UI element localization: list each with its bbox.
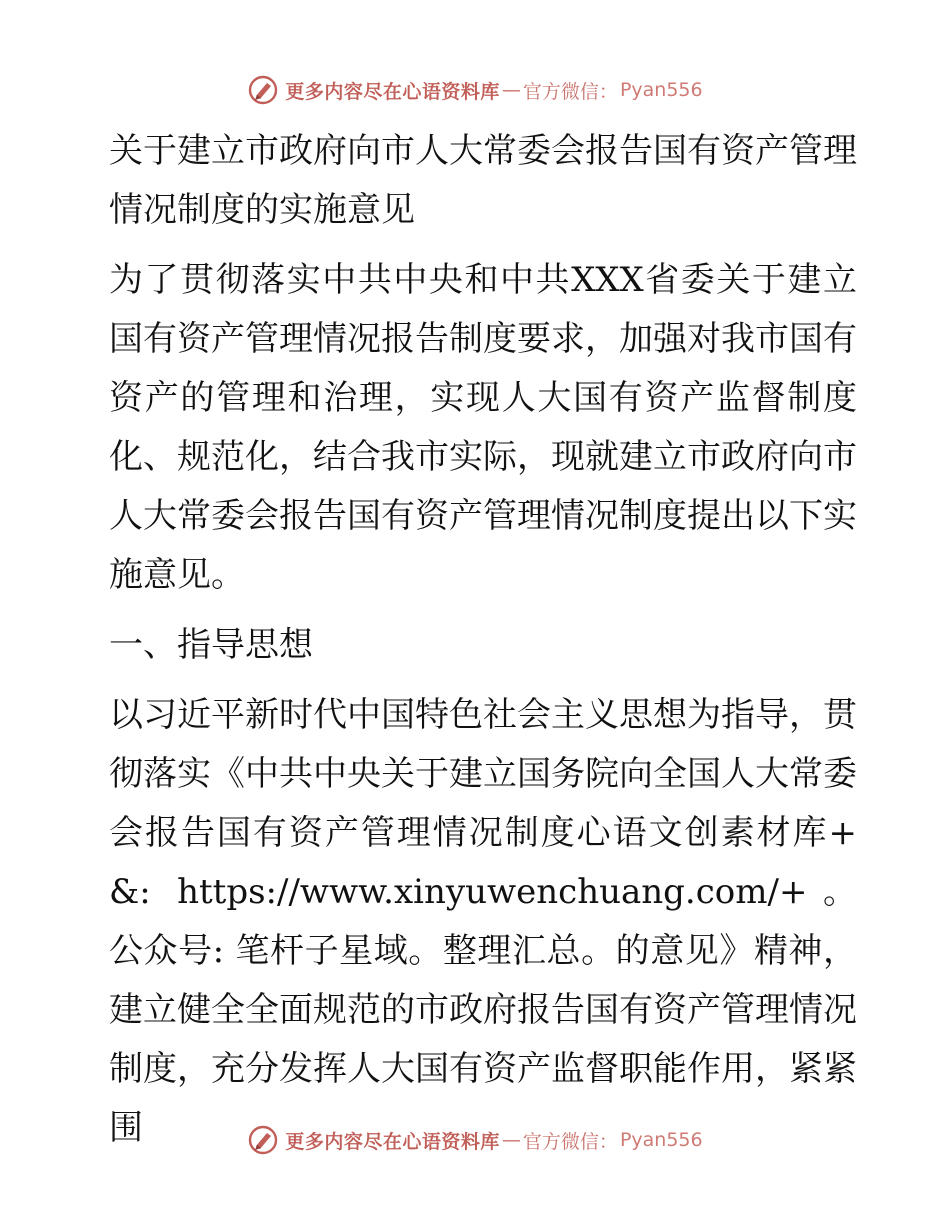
document-title: 关于建立市政府向市人大常委会报告国有资产管理情况制度的实施意见 — [109, 131, 857, 230]
banner-dash: — — [501, 1129, 521, 1151]
banner-wechat-id: Pyan556 — [619, 1129, 703, 1151]
brand-logo-icon — [247, 1124, 279, 1156]
section-heading-guiding-ideology: 一、指导思想 — [109, 625, 313, 665]
banner-brand-text: 更多内容尽在心语资料库 — [285, 1130, 500, 1153]
banner-dash: — — [501, 79, 521, 101]
header-watermark-banner — [0, 73, 950, 107]
brand-logo-icon — [247, 74, 279, 106]
banner-official-label: 官方微信： — [522, 80, 618, 103]
banner-official-label: 官方微信： — [522, 1130, 618, 1153]
footer-watermark-banner — [0, 1123, 950, 1157]
intro-paragraph: 为了贯彻落实中共中央和中共XXX省委关于建立国有资产管理情况报告制度要求，加强对我市国有资产的管理和治理，实现人大国有资产监督制度化、规范化，结合我市实际，现就建立市政府向市人大常委会报告国有资产管理情况制度提出以下实施意见。 — [109, 260, 857, 595]
banner-wechat-id: Pyan556 — [619, 79, 703, 101]
banner-brand-text: 更多内容尽在心语资料库 — [285, 80, 500, 103]
section-body-paragraph: 以习近平新时代中国特色社会主义思想为指导，贯彻落实《中共中央关于建立国务院向全国人大常委会报告国有资产管理情况制度心语文创素材库+&: https://www.xinyuwenchuang.com/+。公众号: 笔杆子星域。整理汇总。的意见》精神，建立健全全面规范的市政府报告国有资产管理情况制度，充分发挥人大国有资产监督职能作用，紧紧围 — [109, 695, 857, 1148]
document-body — [97, 122, 857, 1158]
